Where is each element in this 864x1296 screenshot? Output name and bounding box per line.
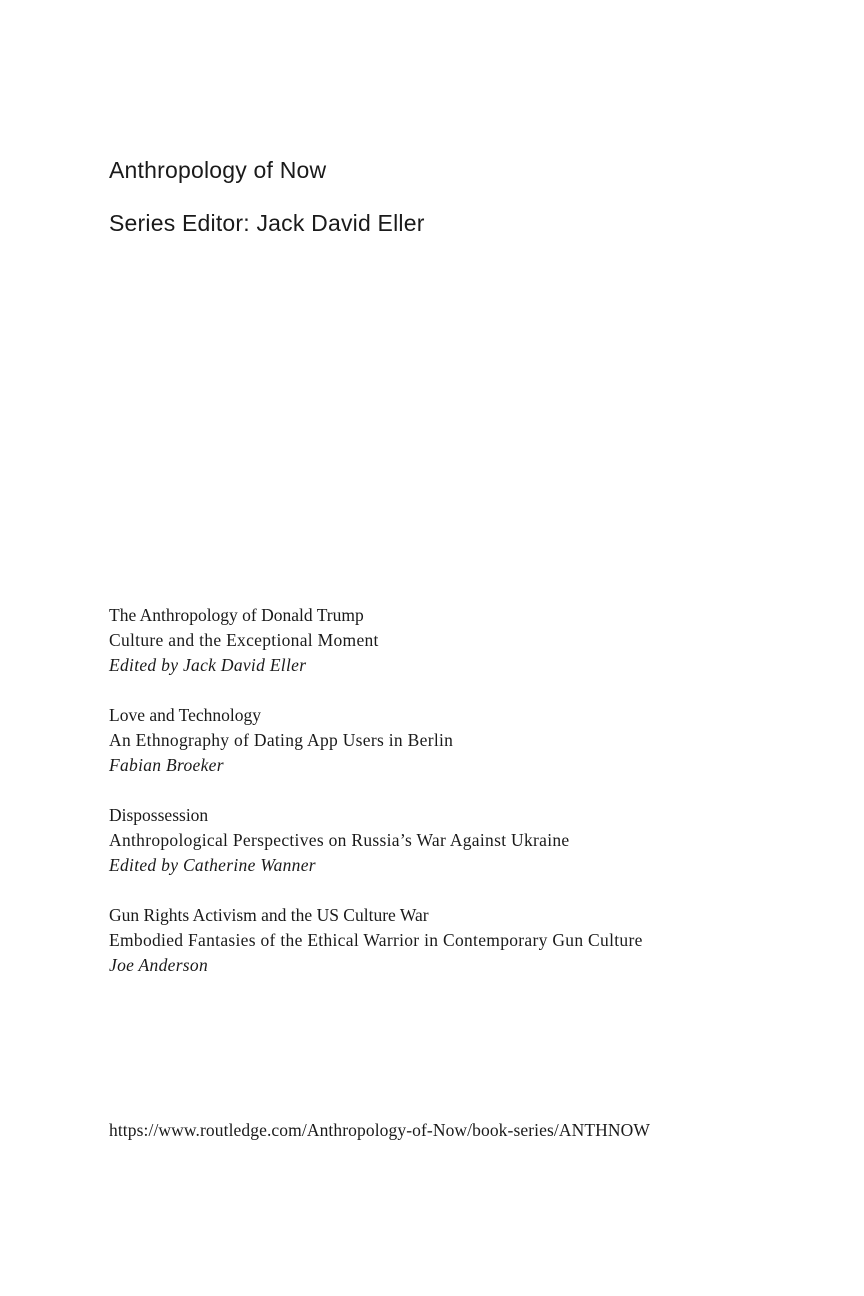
book-subtitle: Anthropological Perspectives on Russia’s War Against Ukraine [109, 830, 570, 850]
book-author: Joe Anderson [109, 955, 209, 975]
book-entry [109, 703, 809, 778]
book-title: Gun Rights Activism and the US Culture War [109, 905, 429, 925]
series-editor-label: Series Editor [109, 210, 244, 236]
book-list [109, 603, 809, 1003]
book-subtitle: Culture and the Exceptional Moment [109, 630, 379, 650]
book-subtitle: An Ethnography of Dating App Users in Berlin [109, 730, 454, 750]
book-subtitle: Embodied Fantasies of the Ethical Warrior in Contemporary Gun Culture [109, 930, 643, 950]
series-editor-separator: : [243, 210, 257, 236]
series-url: https://www.routledge.com/Anthropology-of-Now/book-series/ANTHNOW [109, 1120, 650, 1140]
book-entry [109, 603, 809, 678]
series-editor-name: Jack David Eller [256, 210, 425, 236]
book-entry [109, 903, 809, 978]
book-title: Love and Technology [109, 705, 262, 725]
book-title: Dispossession [109, 805, 209, 825]
series-editor-line [109, 210, 425, 237]
book-author: Edited by Catherine Wanner [109, 855, 316, 875]
series-title: Anthropology of Now [109, 157, 327, 183]
book-author: Edited by Jack David Eller [109, 655, 307, 675]
book-author: Fabian Broeker [109, 755, 224, 775]
book-entry [109, 803, 809, 878]
book-title: The Anthropology of Donald Trump [109, 605, 364, 625]
